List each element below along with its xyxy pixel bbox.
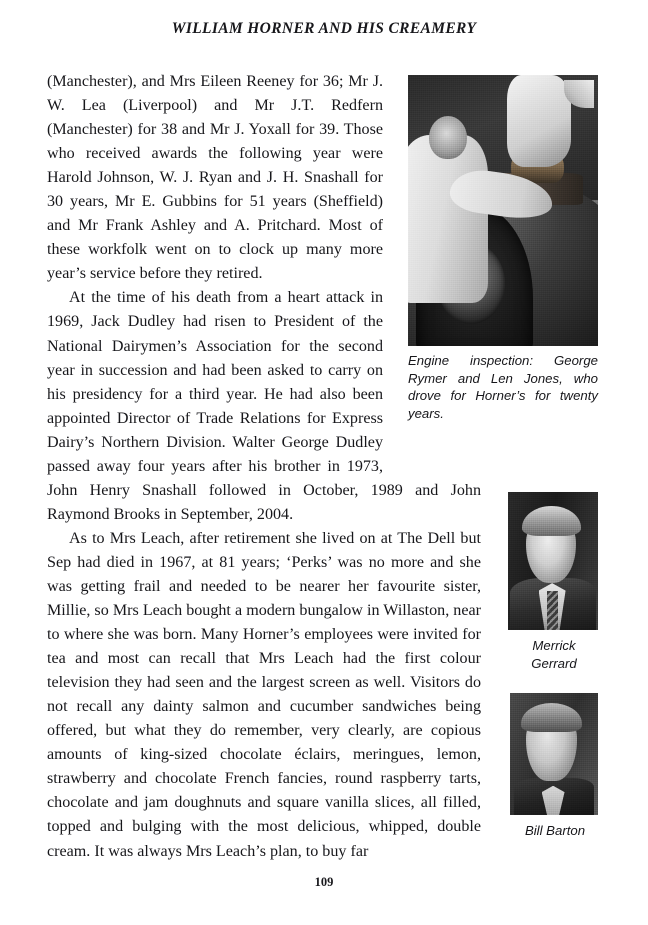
page-number: 109	[314, 875, 334, 889]
bill-barton-portrait	[510, 693, 598, 815]
merrick-gerrard-portrait	[508, 492, 598, 630]
body-text-column	[47, 70, 481, 864]
bill-barton-caption: Bill Barton	[524, 823, 586, 838]
engine-inspection-caption: Engine inspection: George Rymer and Len Jones, who drove for Horner’s for twenty years.	[408, 353, 598, 421]
running-head: WILLIAM HORNER AND HIS CREAMERY	[171, 20, 477, 37]
body-paragraph-3: As to Mrs Leach, after retirement she lived on at The Dell but Sep had died in 1967, at 81 years; ‘Perks’ was no more and she was getting frail and needed to be nearer her favourite sister, Millie, so Mrs Leach bought a modern bungalow in Willaston, near to where she was born. Many Horner’s employees were invited for tea and most can recall that Mrs Leach had the first colour television they had seen and the largest screen as well. Visitors do not recall any dainty salmon and cucumber sandwiches being offered, but what they do remember, very clearly, are copious amounts of king-sized chocolate éclairs, meringues, lemon, strawberry and chocolate French fancies, round raspberry tarts, chocolate and jam doughnuts and square vanilla slices, all filled, topped and bulging with the most delicious, whipped, double cream. It was always Mrs Leach’s plan, to buy far	[47, 529, 481, 860]
photo-wrap-spacer	[383, 70, 481, 458]
body-paragraph-1: (Manchester), and Mrs Eileen Reeney for 36; Mr J. W. Lea (Liverpool) and Mr J.T. Redfern (Manchester) for 38 and Mr J. Yoxall for 39. Those who received awards the following year were Harold Johnson, W. J. Ryan and J. H. Snashall for 30 years, Mr E. Gubbins for 51 years (Sheffield) and Mr Frank Ashley and A. Pritchard. Most of these workfolk went on to clock up many more year’s service before they retired.	[47, 73, 383, 283]
portrait-tie-shape	[547, 591, 559, 630]
second-man-coat-shape	[507, 75, 572, 167]
merrick-gerrard-caption: Merrick Gerrard	[531, 638, 577, 671]
body-paragraph-2: At the time of his death from a heart attack in 1969, Jack Dudley had risen to President of the National Dairymen’s Association for the second year in succession and had been asked to carry on his presidency for a third year. He had also been appointed Director of Trade Relations for Express Dairy’s Northern Division. Walter George Dudley passed away four years after his brother in 1973, John Henry Snashall followed in October, 1989 and John Raymond Brooks in September, 2004.	[47, 289, 481, 523]
